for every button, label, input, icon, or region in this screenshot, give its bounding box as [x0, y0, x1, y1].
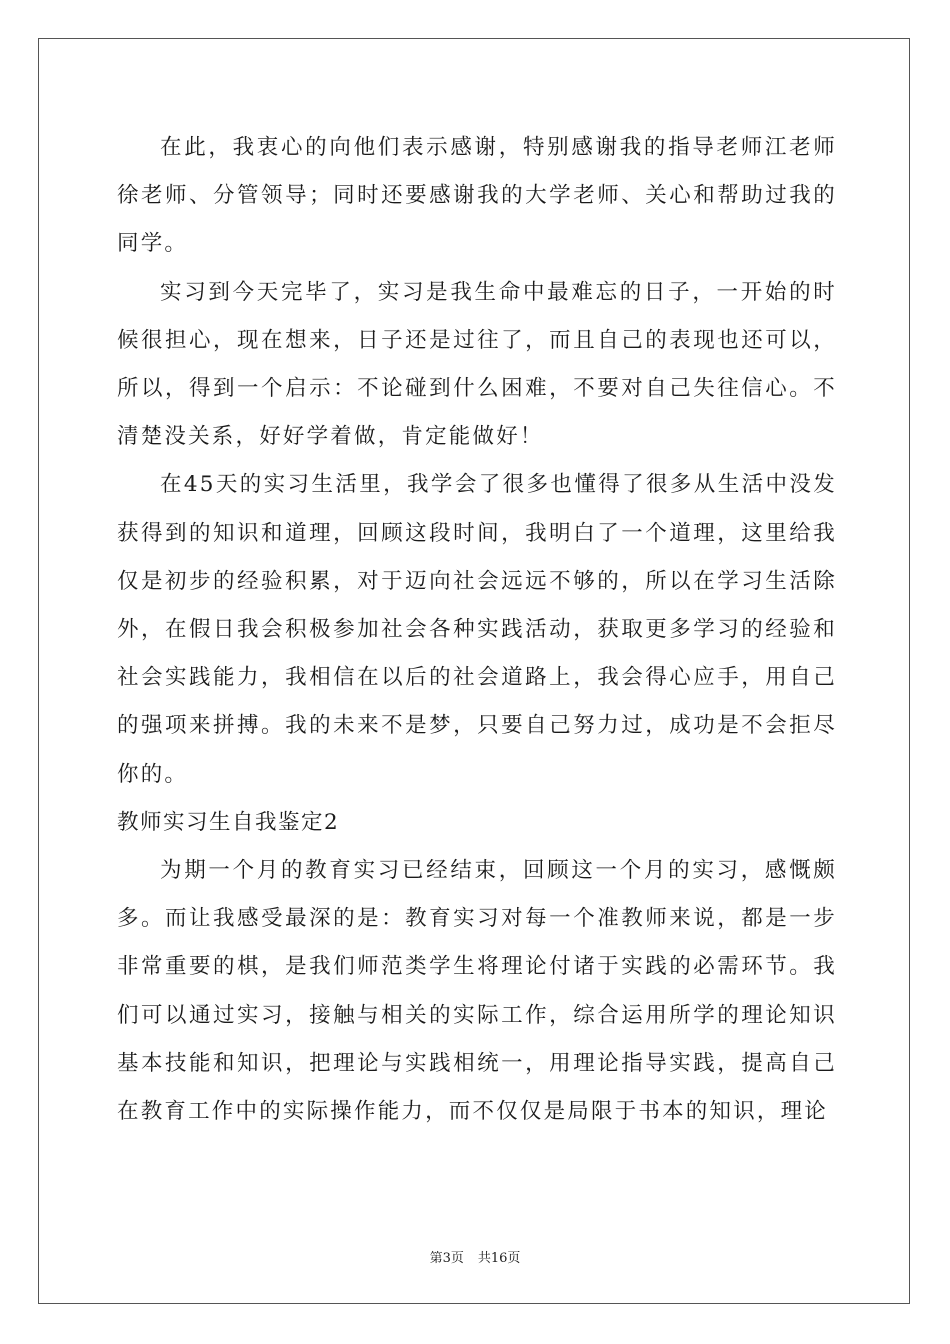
paragraph-thanks: 在此，我衷心的向他们表示感谢，特别感谢我的指导老师江老师徐老师、分管领导；同时还要感谢我的大学老师、关心和帮助过我的同学。 — [117, 135, 837, 257]
page-number: 第3页 — [429, 1251, 464, 1266]
paragraph-45-days: 在45天的实习生活里，我学会了很多也懂得了很多从生活中没发获得到的知识和道理，回顾这段时间，我明白了一个道理，这里给我仅是初步的经验积累，对于迈向社会远远不够的，所以在学习生活除外，在假日我会积极参加社会各种实践活动，获取更多学习的经验和社会实践能力，我相信在以后的社会道路上，我会得心应手，用自己的强项来拼搏。我的未来不是梦，只要自己努力过，成功是不会拒尽你的。 — [117, 472, 837, 787]
total-pages: 共16页 — [477, 1251, 521, 1266]
paragraph-internship-end: 实习到今天完毕了，实习是我生命中最难忘的日子，一开始的时候很担心，现在想来，日子还是过往了，而且自己的表现也还可以，所以，得到一个启示：不论碰到什么困难，不要对自己失往信心。不清楚没关系，好好学着做，肯定能做好！ — [117, 279, 837, 450]
page-footer — [0, 1247, 950, 1266]
section-heading: 教师实习生自我鉴定2 — [117, 809, 340, 835]
document-body — [117, 124, 837, 1136]
paragraph-teaching-practice: 为期一个月的教育实习已经结束，回顾这一个月的实习，感慨颇多。而让我感受最深的是：教育实习对每一个准教师来说，都是一步非常重要的棋，是我们师范类学生将理论付诸于实践的必需环节。我们可以通过实习，接触与相关的实际工作，综合运用所学的理论知识基本技能和知识，把理论与实践相统一，用理论指导实践，提高自己在教育工作中的实际操作能力，而不仅仅是局限于书本的知识，理论 — [117, 858, 837, 1125]
